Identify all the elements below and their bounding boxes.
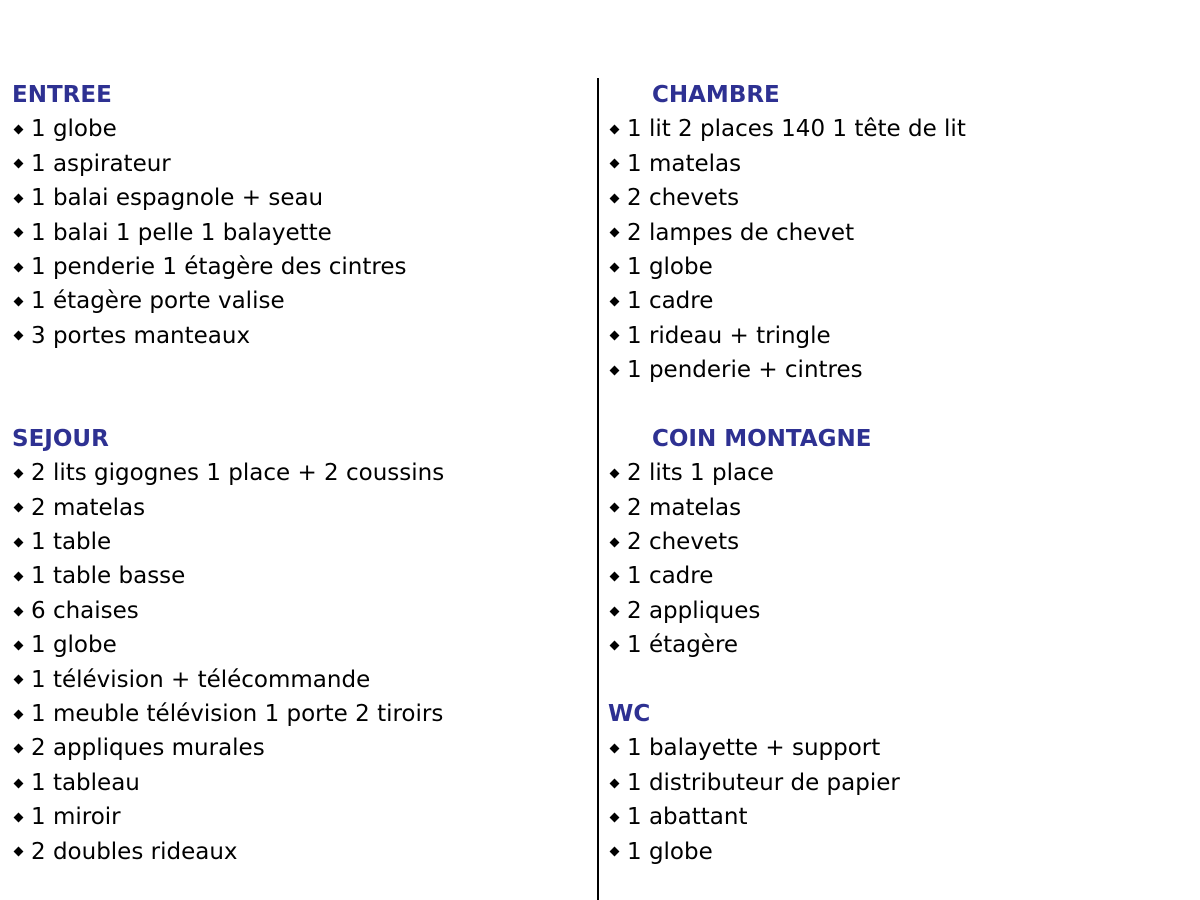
item-label: 1 balayette + support bbox=[627, 735, 881, 762]
diamond-bullet-icon bbox=[610, 262, 620, 272]
item-label: 1 télévision + télécommande bbox=[31, 666, 371, 693]
diamond-bullet-icon bbox=[610, 606, 620, 616]
list-item bbox=[12, 319, 582, 353]
diamond-bullet-icon bbox=[14, 606, 24, 616]
diamond-bullet-icon bbox=[610, 228, 620, 238]
item-label: 2 lampes de chevet bbox=[627, 219, 855, 246]
item-label: 1 globe bbox=[627, 838, 713, 865]
diamond-bullet-icon bbox=[14, 331, 24, 341]
list-item bbox=[608, 181, 1188, 215]
item-label: 1 globe bbox=[31, 116, 117, 143]
list-item bbox=[12, 456, 582, 490]
diamond-bullet-icon bbox=[14, 193, 24, 203]
item-label: 1 miroir bbox=[31, 804, 121, 831]
diamond-bullet-icon bbox=[610, 640, 620, 650]
item-label: 2 matelas bbox=[31, 494, 146, 521]
list-item bbox=[12, 628, 582, 662]
list-item bbox=[608, 800, 1188, 834]
list-item bbox=[608, 250, 1188, 284]
list-item bbox=[608, 456, 1188, 490]
diamond-bullet-icon bbox=[610, 193, 620, 203]
list-item bbox=[608, 491, 1188, 525]
diamond-bullet-icon bbox=[610, 297, 620, 307]
item-label: 1 matelas bbox=[627, 150, 742, 177]
section-heading: SEJOUR bbox=[12, 425, 109, 452]
item-label: 3 portes manteaux bbox=[31, 322, 251, 349]
item-label: 2 appliques murales bbox=[31, 735, 265, 762]
diamond-bullet-icon bbox=[610, 469, 620, 479]
item-label: 1 table basse bbox=[31, 563, 186, 590]
list-item bbox=[12, 491, 582, 525]
section-wc bbox=[608, 697, 1188, 869]
section-heading: COIN MONTAGNE bbox=[652, 425, 872, 452]
list-item bbox=[12, 697, 582, 731]
item-label: 1 balai espagnole + seau bbox=[31, 185, 324, 212]
list-item bbox=[12, 250, 582, 284]
diamond-bullet-icon bbox=[14, 675, 24, 685]
item-label: 1 lit 2 places 140 1 tête de lit bbox=[627, 116, 966, 143]
list-item bbox=[12, 835, 582, 869]
right-column bbox=[608, 78, 1188, 869]
diamond-bullet-icon bbox=[14, 125, 24, 135]
diamond-bullet-icon bbox=[14, 297, 24, 307]
item-label: 1 penderie + cintres bbox=[627, 357, 863, 384]
list-item bbox=[608, 284, 1188, 318]
diamond-bullet-icon bbox=[14, 641, 24, 651]
item-list bbox=[12, 456, 582, 869]
item-label: 1 globe bbox=[31, 632, 117, 659]
list-item bbox=[12, 766, 582, 800]
item-label: 2 matelas bbox=[627, 494, 742, 521]
list-item bbox=[608, 731, 1188, 765]
diamond-bullet-icon bbox=[14, 503, 24, 513]
list-item bbox=[608, 112, 1188, 146]
item-label: 1 meuble télévision 1 porte 2 tiroirs bbox=[31, 701, 444, 728]
diamond-bullet-icon bbox=[14, 572, 24, 582]
diamond-bullet-icon bbox=[14, 744, 24, 754]
item-label: 1 rideau + tringle bbox=[627, 322, 831, 349]
diamond-bullet-icon bbox=[14, 159, 24, 169]
item-label: 2 lits gigognes 1 place + 2 coussins bbox=[31, 460, 445, 487]
list-item bbox=[608, 594, 1188, 628]
diamond-bullet-icon bbox=[14, 812, 24, 822]
diamond-bullet-icon bbox=[610, 812, 620, 822]
item-label: 1 aspirateur bbox=[31, 150, 171, 177]
list-item bbox=[12, 216, 582, 250]
item-list bbox=[12, 112, 582, 353]
list-item bbox=[608, 216, 1188, 250]
item-label: 1 balai 1 pelle 1 balayette bbox=[31, 219, 332, 246]
diamond-bullet-icon bbox=[610, 159, 620, 169]
diamond-bullet-icon bbox=[610, 744, 620, 754]
list-item bbox=[608, 766, 1188, 800]
item-label: 1 cadre bbox=[627, 563, 714, 590]
diamond-bullet-icon bbox=[14, 262, 24, 272]
list-item bbox=[608, 319, 1188, 353]
list-item bbox=[12, 731, 582, 765]
item-list bbox=[608, 731, 1188, 869]
item-label: 2 appliques bbox=[627, 597, 761, 624]
diamond-bullet-icon bbox=[610, 778, 620, 788]
diamond-bullet-icon bbox=[14, 778, 24, 788]
list-item bbox=[12, 147, 582, 181]
list-item bbox=[608, 628, 1188, 662]
spacer bbox=[608, 663, 1188, 697]
item-label: 2 chevets bbox=[627, 529, 740, 556]
section-heading: CHAMBRE bbox=[652, 82, 780, 108]
list-item bbox=[12, 559, 582, 593]
diamond-bullet-icon bbox=[14, 537, 24, 547]
item-label: 1 distributeur de papier bbox=[627, 769, 900, 796]
list-item bbox=[12, 181, 582, 215]
diamond-bullet-icon bbox=[610, 365, 620, 375]
diamond-bullet-icon bbox=[610, 503, 620, 513]
column-divider bbox=[597, 78, 599, 900]
diamond-bullet-icon bbox=[610, 847, 620, 857]
list-item bbox=[12, 800, 582, 834]
list-item bbox=[12, 112, 582, 146]
item-label: 1 étagère porte valise bbox=[31, 288, 285, 315]
spacer bbox=[608, 388, 1188, 422]
item-label: 1 tableau bbox=[31, 769, 140, 796]
item-label: 6 chaises bbox=[31, 597, 139, 624]
section-entree bbox=[12, 78, 582, 353]
list-item bbox=[12, 663, 582, 697]
spacer bbox=[12, 353, 582, 422]
section-heading: WC bbox=[608, 701, 651, 728]
list-item bbox=[12, 594, 582, 628]
diamond-bullet-icon bbox=[610, 125, 620, 135]
section-chambre bbox=[608, 78, 1188, 388]
item-label: 1 penderie 1 étagère des cintres bbox=[31, 253, 407, 280]
section-coin-montagne bbox=[608, 422, 1188, 663]
list-item bbox=[12, 284, 582, 318]
list-item bbox=[12, 525, 582, 559]
list-item bbox=[608, 835, 1188, 869]
section-sejour bbox=[12, 422, 582, 869]
item-label: 1 table bbox=[31, 529, 112, 556]
list-item bbox=[608, 525, 1188, 559]
item-label: 2 lits 1 place bbox=[627, 460, 774, 487]
diamond-bullet-icon bbox=[14, 709, 24, 719]
diamond-bullet-icon bbox=[14, 469, 24, 479]
item-list bbox=[608, 112, 1188, 387]
item-label: 1 globe bbox=[627, 253, 713, 280]
diamond-bullet-icon bbox=[14, 847, 24, 857]
list-item bbox=[608, 559, 1188, 593]
diamond-bullet-icon bbox=[610, 572, 620, 582]
item-label: 2 chevets bbox=[627, 185, 740, 212]
item-label: 1 abattant bbox=[627, 804, 748, 831]
left-column bbox=[12, 78, 582, 869]
list-item bbox=[608, 353, 1188, 387]
list-item bbox=[608, 147, 1188, 181]
section-heading: ENTREE bbox=[12, 82, 112, 108]
item-label: 1 cadre bbox=[627, 288, 714, 315]
item-list bbox=[608, 456, 1188, 662]
diamond-bullet-icon bbox=[610, 537, 620, 547]
item-label: 1 étagère bbox=[627, 632, 739, 659]
diamond-bullet-icon bbox=[14, 228, 24, 238]
item-label: 2 doubles rideaux bbox=[31, 838, 238, 865]
diamond-bullet-icon bbox=[610, 331, 620, 341]
